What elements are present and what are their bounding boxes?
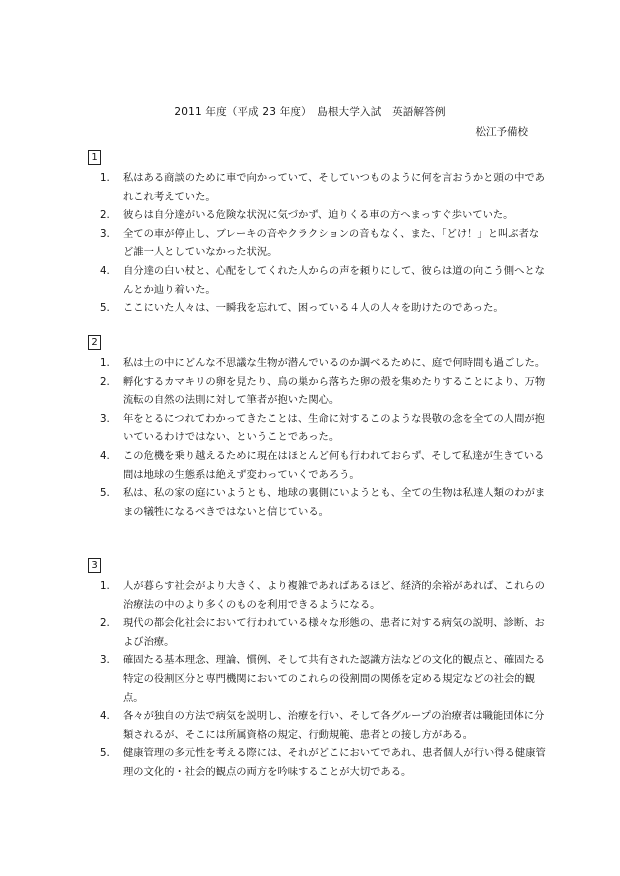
page-title: 2011 年度（平成 23 年度） 島根大学入試 英語解答例	[174, 106, 446, 118]
list-item	[88, 651, 548, 707]
section-number-box: 2	[88, 335, 101, 350]
item-text: 健康管理の多元性を考える際には、それがどこにおいてであれ、患者個人が行い得る健康管理の文化的・社会的観点の両方を吟味することが大切である。	[123, 747, 546, 778]
list-item	[88, 225, 548, 262]
item-number: 3.	[100, 412, 110, 425]
list-item	[88, 354, 548, 373]
item-number: 2.	[100, 209, 110, 222]
item-number: 4.	[100, 710, 110, 723]
item-number: 2.	[100, 617, 110, 630]
item-number: 1.	[100, 357, 110, 369]
answer-list	[88, 577, 548, 782]
item-number: 4.	[100, 449, 110, 462]
item-text: 彼らは自分達がいる危険な状況に気づかず、迫りくる車の方へまっすぐ歩いていた。	[123, 209, 514, 222]
item-number: 3.	[100, 654, 110, 667]
item-number: 5.	[100, 487, 110, 500]
list-item	[88, 707, 548, 744]
item-text: ここにいた人々は、一瞬我を忘れて、困っている４人の人々を助けたのであった。	[123, 302, 504, 315]
item-number: 4.	[100, 264, 110, 277]
list-item	[88, 614, 548, 651]
item-text: 年をとるにつれてわかってきたことは、生命に対するこのような畏敬の念を全ての人間が抱いているわけではない、ということであった。	[123, 412, 545, 444]
answer-list	[88, 354, 548, 521]
item-text: 確固たる基本理念、理論、慣例、そして共有された認識方法などの文化的観点と、確固たる特定の役割区分と専門機関においてのこれらの役割間の関係を定める規定などの社会的観点。	[123, 654, 546, 704]
list-item	[88, 410, 548, 447]
item-text: 各々が独自の方法で病気を説明し、治療を行い、そして各グループの治療者は職能団体に分類されるが、そこには所属資格の規定、行動規範、患者との接し方がある。	[123, 710, 545, 741]
item-text: 私は、私の家の庭にいようとも、地球の裏側にいようとも、全ての生物は私達人類のわがままの犠牲になるべきではないと信じている。	[123, 487, 546, 518]
school-name: 松江予備校	[475, 126, 528, 138]
item-number: 1.	[100, 580, 110, 592]
list-item	[88, 169, 548, 206]
section-3	[88, 553, 548, 782]
section-2	[88, 330, 548, 521]
item-text: 自分達の白い杖と、心配をしてくれた人からの声を頼りにして、彼らは道の向こう側へとなんとか辿り着いた。	[123, 264, 545, 296]
list-item	[88, 262, 548, 299]
section-number-box: 3	[88, 558, 101, 573]
answer-list	[88, 169, 548, 318]
list-item	[88, 206, 548, 225]
section-1	[88, 145, 548, 318]
item-text: 人が暮らす社会がより大きく、より複雑であればあるほど、経済的余裕があれば、これらの治療法の中のより多くのものを利用できるようになる。	[123, 580, 545, 611]
item-number: 5.	[100, 302, 110, 315]
list-item	[88, 299, 548, 318]
item-text: 孵化するカマキリの卵を見たり、鳥の巣から落ちた卵の殻を集めたりすることにより、万物流転の自然の法則に対して筆者が抱いた関心。	[123, 375, 546, 407]
item-number: 5.	[100, 747, 110, 760]
item-number: 1.	[100, 172, 110, 184]
list-item	[88, 484, 548, 521]
item-text: 全ての車が停止し、ブレーキの音やクラクションの音もなく、また、「どけ！」と叫ぶ者など誰一人としていなかった状況。	[123, 227, 540, 259]
list-item	[88, 373, 548, 410]
item-number: 3.	[100, 227, 110, 240]
item-number: 2.	[100, 375, 110, 388]
section-number-box: 1	[88, 150, 101, 165]
item-text: 現代の都会化社会において行われている様々な形態の、患者に対する病気の説明、診断、および治療。	[123, 617, 545, 648]
list-item	[88, 744, 548, 781]
item-text: 私はある商談のために車で向かっていて、そしていつものように何を言おうかと頭の中であれこれ考えていた。	[123, 172, 545, 203]
list-item	[88, 577, 548, 614]
item-text: 私は土の中にどんな不思議な生物が潜んでいるのか調べるために、庭で何時間も過ごした。	[123, 357, 546, 369]
list-item	[88, 447, 548, 484]
item-text: この危機を乗り越えるために現在はほとんど何も行われておらず、そして私達が生きている間は地球の生態系は絶えず変わっていくであろう。	[123, 449, 545, 481]
